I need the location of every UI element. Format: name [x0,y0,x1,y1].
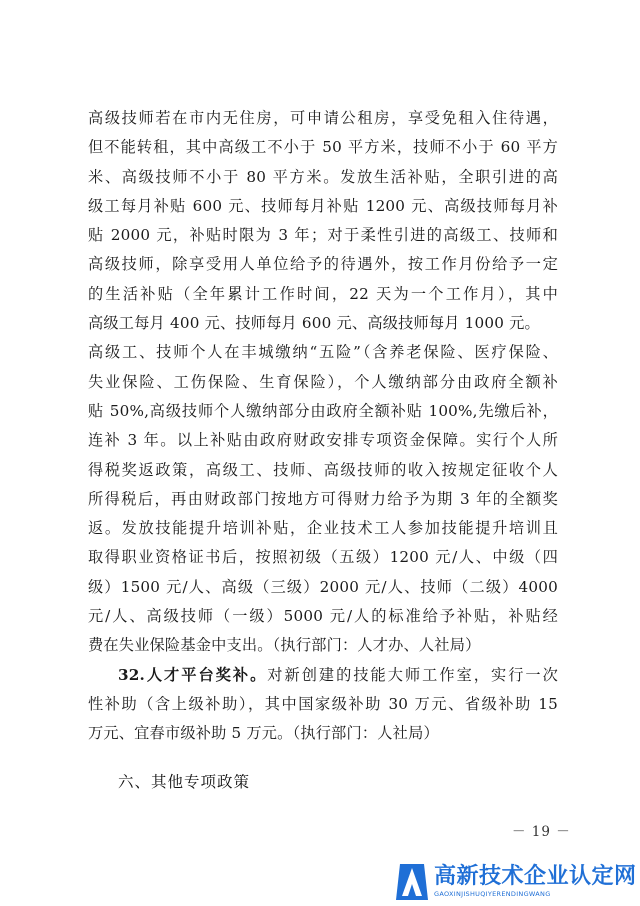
page-number: － 19 － [512,824,571,840]
policy-body-text [88,104,558,749]
paragraph-line: 元/人、高级技师（一级）5000 元/人的标准给予补贴，补贴经 [88,607,558,626]
paragraph-line: 高级技师若在市内无住房，可申请公租房，享受免租入住待遇， [88,109,558,127]
paragraph-line: 贴 2000 元，补贴时限为 3 年；对于柔性引进的高级工、技师和 [88,226,558,245]
watermark-text [434,864,637,899]
item-32-line: 性补助（含上级补助），其中国家级补助 30 万元、省级补助 15 [88,694,558,713]
paragraph-line: 贴 50%,高级技师个人缴纳部分由政府全额补贴 100%,先缴后补， [88,401,558,420]
paragraph-line: 高级工、技师个人在丰城缴纳“五险”（含养老保险、医疗保险、 [88,343,558,362]
paragraph-line: 米、高级技师不小于 80 平方米。发放生活补贴，全职引进的高 [88,167,558,186]
watermark-logo-icon [394,860,430,904]
item-32-line: 万元、宜春市级补助 5 万元。（执行部门：人社局） [88,724,439,743]
paragraph-line: 费在失业保险基金中支出。（执行部门：人才办、人社局） [88,636,481,655]
section-heading: 六、其他专项政策 [118,773,251,791]
paragraph-line: 但不能转租，其中高级工不小于 50 平方米，技师不小于 60 平方 [88,138,558,157]
paragraph-line: 级工每月补贴 600 元、技师每月补贴 1200 元、高级技师每月补 [88,196,558,215]
watermark [394,857,640,906]
paragraph-line: 返。发放技能提升培训补贴，企业技术工人参加技能提升培训且 [88,519,558,538]
paragraph-line: 级）1500 元/人、高级（三级）2000 元/人、技师（二级）4000 [88,577,558,596]
paragraph-line: 所得税后，再由财政部门按地方可得财力给予为期 3 年的全额奖 [88,489,558,508]
paragraph-line: 得税奖返政策，高级工、技师、高级技师的收入按规定征收个人 [88,460,558,479]
paragraph-line: 失业保险、工伤保险、生育保险），个人缴纳部分由政府全额补 [88,372,558,391]
item-32-line [88,661,558,690]
paragraph-line: 的生活补贴（全年累计工作时间，22 天为一个工作月），其中 [88,284,558,303]
paragraph-line: 高级技师，除享受用人单位给予的待遇外，按工作月份给予一定 [88,255,558,274]
item-32-text: 对新创建的技能大师工作室，实行一次 [267,665,558,684]
watermark-subtitle: GAOXINJISHUQIYERENDINGWANG [434,890,551,898]
paragraph-line: 高级工每月 400 元、技师每月 600 元、高级技师每月 1000 元。 [88,314,540,333]
paragraph-line: 连补 3 年。以上补贴由政府财政安排专项资金保障。实行个人所 [88,431,558,450]
watermark-title: 高新技术企业认定网 [434,864,637,889]
paragraph-line: 取得职业资格证书后，按照初级（五级）1200 元/人、中级（四 [88,548,558,567]
item-32-title: 32.人才平台奖补。 [118,665,268,684]
